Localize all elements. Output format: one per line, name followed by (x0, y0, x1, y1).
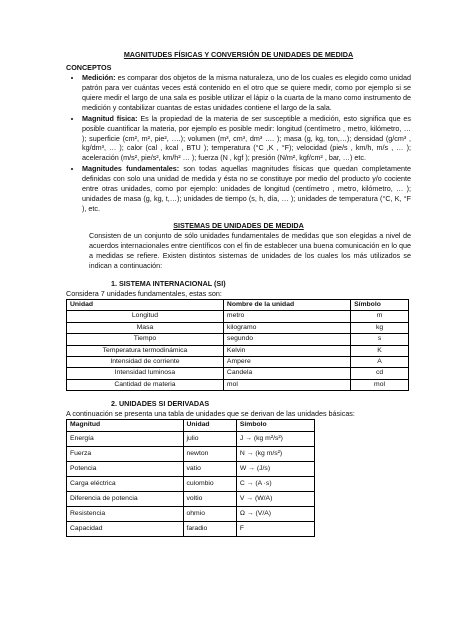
table-cell: mol (223, 379, 350, 390)
table-cell: Kelvin (223, 345, 350, 356)
table-cell: faradio (183, 521, 236, 536)
table-cell: metro (223, 311, 350, 322)
table-row (67, 431, 315, 446)
table-row (67, 322, 409, 333)
definition: son todas aquellas magnitudes físicas que quedan completamente definidas con solo una unidad de medida y ésta no se constituye por medio del producto y/o cociente entre otras unidades, como por ejemplo: unidades de longitud (centímetro , metro, kilómetro, … ); unidades de masa (g, kg, t,…); unidades de tiempo (s, h, día, … ); unidades de temperatura (°C, K, °F ), etc. (82, 164, 411, 214)
table-cell: F (236, 521, 314, 536)
table-cell: Potencia (67, 461, 184, 476)
table-cell: Candela (223, 368, 350, 379)
term: Magnitudes fundamentales: (82, 164, 180, 174)
table-cell: culombio (183, 476, 236, 491)
table-cell: Masa (67, 322, 224, 333)
conceptos-label: CONCEPTOS (66, 62, 112, 72)
table-cell: Carga eléctrica (67, 476, 184, 491)
si-units-table (66, 299, 409, 392)
table-cell: segundo (223, 334, 350, 345)
list-item (82, 164, 411, 214)
table-cell: Resistencia (67, 506, 184, 521)
table-row (67, 356, 409, 367)
table-cell: mol (351, 379, 409, 390)
header-cell: Símbolo (236, 420, 314, 431)
table-cell: voltio (183, 491, 236, 506)
table-row (67, 334, 409, 345)
table-cell: V → (W/A) (236, 491, 314, 506)
si-heading: 1. SISTEMA INTERNACIONAL (SI) (111, 278, 226, 288)
table-cell: Capacidad (67, 521, 184, 536)
table-cell: cd (351, 368, 409, 379)
derived-heading: 2. UNIDADES SI DERIVADAS (111, 399, 210, 409)
table-cell: Diferencia de potencia (67, 491, 184, 506)
table-cell: kg (351, 322, 409, 333)
table-cell: C → (A ·s) (236, 476, 314, 491)
table-row (67, 446, 315, 461)
table-cell: Longitud (67, 311, 224, 322)
table-cell: ohmio (183, 506, 236, 521)
table-cell: m (351, 311, 409, 322)
header-cell: Magnitud (67, 420, 184, 431)
table-cell: Ω → (V/A) (236, 506, 314, 521)
term: Medición: (82, 72, 116, 82)
section-paragraph: Consisten de un conjunto de sólo unidades fundamentales de medidas que son elegidas a nivel de acuerdos internacionales entre científicos con el fin de establecer una buena comunicación en lo que a medidas se refiere. Existen distintos sistemas de unidades de los cuales los más utilizados se indican a continuación: (89, 230, 411, 270)
table-cell: s (351, 334, 409, 345)
section-title: SISTEMAS DE UNIDADES DE MEDIDA (173, 221, 304, 230)
list-item (82, 73, 411, 113)
derived-lead: A continuación se presenta una tabla de unidades que se derivan de las unidades básicas: (66, 409, 355, 419)
table-row (67, 476, 315, 491)
table-cell: newton (183, 446, 236, 461)
derived-units-table (66, 419, 315, 536)
table-row (67, 345, 409, 356)
table-cell: Ampere (223, 356, 350, 367)
table-row (67, 461, 315, 476)
table-cell: vatio (183, 461, 236, 476)
table-cell: Fuerza (67, 446, 184, 461)
table-row (67, 506, 315, 521)
table-row (67, 521, 315, 536)
table-cell: Intensidad de corriente (67, 356, 224, 367)
table-cell: Intensidad luminosa (67, 368, 224, 379)
definition: Es la propiedad de la materia de ser susceptible a medición, esto significa que es posible cuantificar la materia, por ejemplo es posible medir: longitud (centímetro , metro, kilómetro, … ); superficie (cm², m², pie², ….); volumen (m³, cm³, dm³ …. ); masa (g, kg, ton,…); densidad (g/cm³ , kg/dm³, … ); calor (cal , kcal , BTU ); temperatura (°C ,K , °F); velocidad (pie/s , km/h, m/s , … ); aceleración (m/s², pie/s², km/h² … ); fuerza (N , kgf ); presión (N/m², kgf/cm² , bar, …) etc. (82, 113, 411, 163)
term: Magnitud física: (82, 113, 138, 123)
table-row (67, 311, 409, 322)
table-cell: Temperatura termodinámica (67, 345, 224, 356)
header-cell: Unidad (183, 420, 236, 431)
header-cell: Símbolo (351, 299, 409, 310)
header-cell: Unidad (67, 299, 224, 310)
definition: es comparar dos objetos de la misma naturaleza, uno de los cuales es elegido como unidad patrón para ver cuántas veces está contenido en el otro que se quiere medir, como por ejemplo si se quiere medir el largo de una sala es posible utilizar el lápiz o la cuarta de la mano como instrumento de medición y contabilizar cuantas de estas unidades contiene el largo de la sala. (82, 72, 411, 112)
table-cell: julio (183, 431, 236, 446)
header-cell: Nombre de la unidad (223, 299, 350, 310)
table-header-row (67, 420, 315, 431)
concepts-list (66, 73, 411, 214)
table-cell: Energía (67, 431, 184, 446)
table-cell: Cantidad de materia (67, 379, 224, 390)
table-cell: J → (kg m²/s²) (236, 431, 314, 446)
table-cell: W → (J/s) (236, 461, 314, 476)
list-item (82, 114, 411, 164)
table-cell: A (351, 356, 409, 367)
table-row (67, 379, 409, 390)
table-cell: K (351, 345, 409, 356)
table-row (67, 491, 315, 506)
table-cell: N → (kg m/s²) (236, 446, 314, 461)
table-header-row (67, 299, 409, 310)
si-lead: Considera 7 unidades fundamentales, estas son: (66, 288, 222, 298)
document-page (66, 50, 411, 537)
page-title: MAGNITUDES FÍSICAS Y CONVERSIÓN DE UNIDADES DE MEDIDA (123, 50, 354, 59)
table-cell: Tiempo (67, 334, 224, 345)
table-cell: kilogramo (223, 322, 350, 333)
table-row (67, 368, 409, 379)
